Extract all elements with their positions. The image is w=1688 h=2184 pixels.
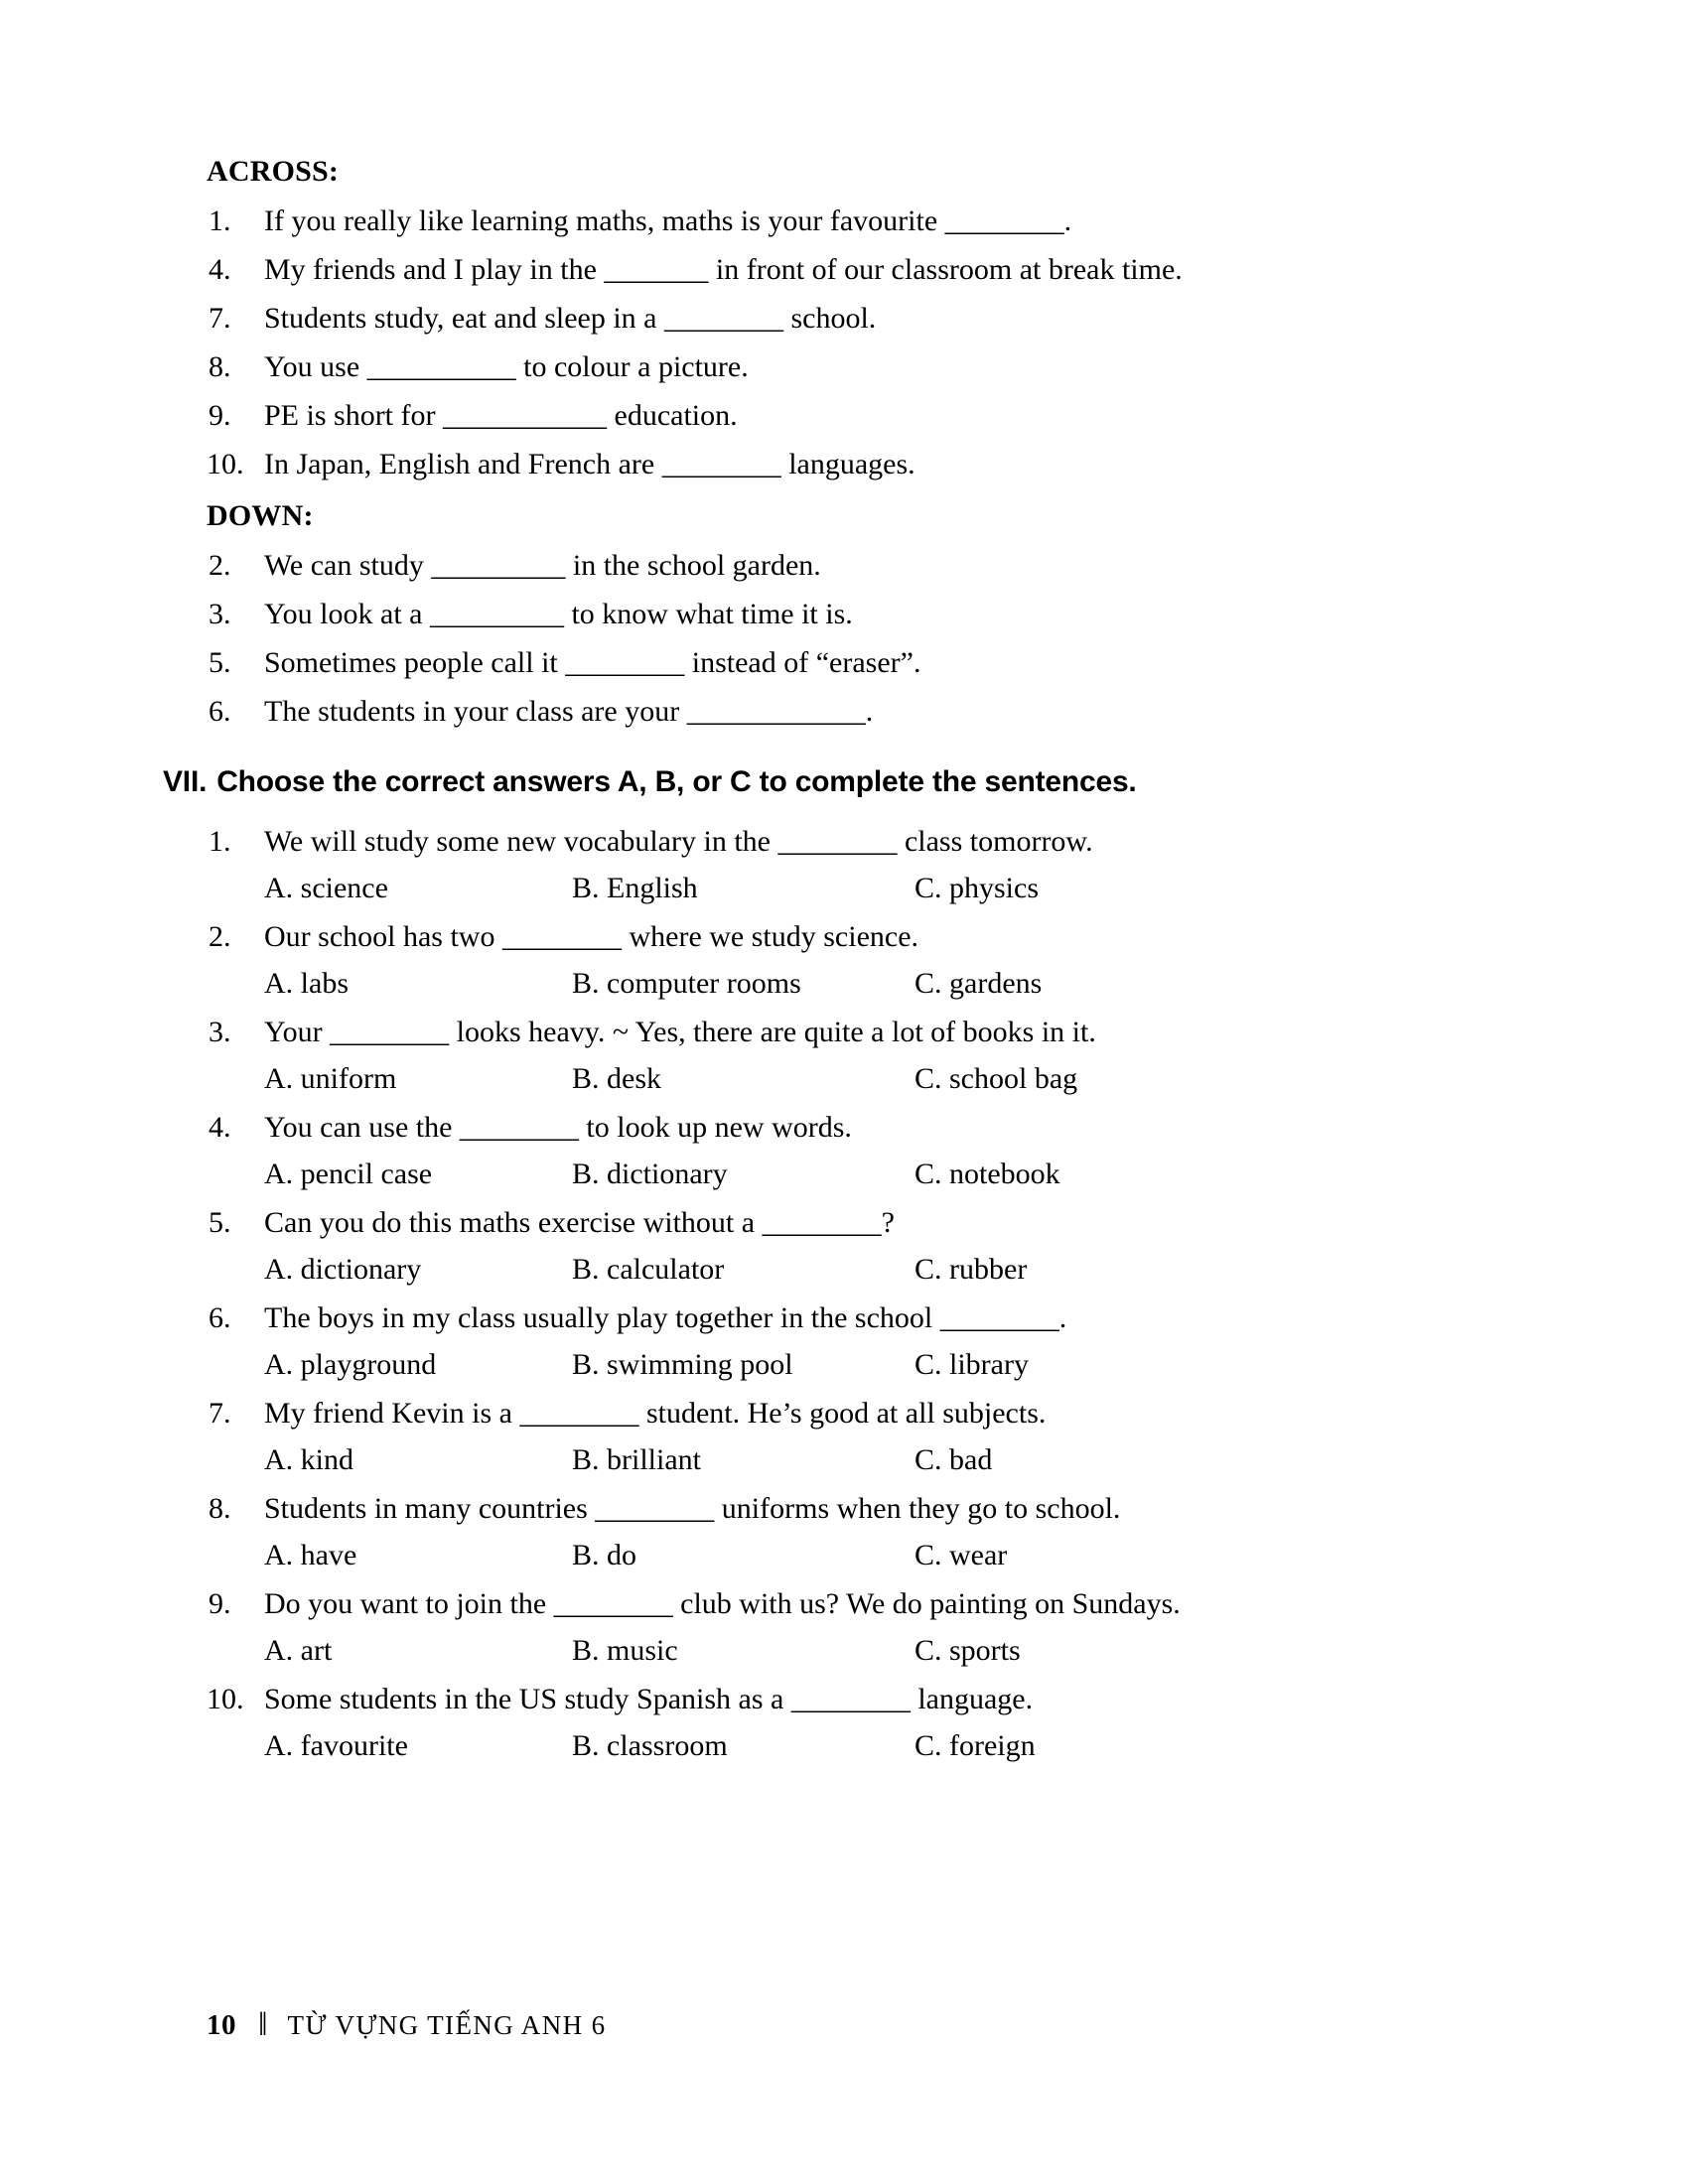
mcq-options [207, 1246, 1497, 1293]
mcq-number: 6. [209, 1301, 231, 1334]
clue-number: 9. [209, 399, 231, 432]
mcq-option-c[interactable]: C. physics [914, 872, 1040, 904]
mcq-option-b[interactable]: B. computer rooms [572, 967, 801, 1000]
mcq-stem [207, 1676, 1497, 1722]
mcq-option-c[interactable]: C. library [914, 1348, 1029, 1381]
mcq-stem-text: We will study some new vocabulary in the ________ class tomorrow. [264, 825, 1093, 858]
clue-row [207, 592, 1497, 637]
clue-number: 7. [209, 302, 231, 335]
mcq-option-a[interactable]: A. labs [264, 967, 349, 1000]
clue-number: 5. [209, 646, 231, 679]
section-title: Choose the correct answers A, B, or C to complete the sentences. [216, 765, 1137, 798]
mcq-option-a[interactable]: A. have [264, 1539, 357, 1571]
mcq-options [207, 1436, 1497, 1483]
mcq-option-b[interactable]: B. English [572, 872, 698, 904]
clue-row [207, 199, 1497, 244]
mcq-stem-text: Can you do this maths exercise without a ________? [264, 1206, 895, 1239]
mcq-stem-text: The boys in my class usually play together in the school ________. [264, 1301, 1067, 1334]
clue-text: In Japan, English and French are ________ languages. [264, 448, 915, 480]
mcq-options [207, 960, 1497, 1007]
mcq-stem [207, 913, 1497, 960]
clue-text: If you really like learning maths, maths is your favourite ________. [264, 205, 1072, 237]
mcq-stem [207, 1390, 1497, 1436]
mcq-option-a[interactable]: A. pencil case [264, 1158, 433, 1190]
clue-row [207, 689, 1497, 735]
mcq-option-a[interactable]: A. favourite [264, 1729, 408, 1762]
mcq-option-c[interactable]: C. bad [914, 1443, 993, 1476]
clue-text: PE is short for ___________ education. [264, 399, 738, 432]
mcq-options [207, 1151, 1497, 1197]
clue-row [207, 442, 1497, 487]
clue-number: 10. [207, 448, 244, 480]
mcq-item [207, 1676, 1497, 1769]
mcq-options [207, 1532, 1497, 1578]
clue-number: 8. [209, 350, 231, 383]
clue-row [207, 640, 1497, 686]
mcq-options [207, 1627, 1497, 1674]
mcq-option-a[interactable]: A. kind [264, 1443, 353, 1476]
mcq-stem [207, 1485, 1497, 1532]
clue-number: 6. [209, 695, 231, 728]
mcq-option-b[interactable]: B. brilliant [572, 1443, 701, 1476]
mcq-stem [207, 818, 1497, 865]
mcq-options [207, 1055, 1497, 1102]
across-heading: ACROSS: [207, 155, 340, 188]
mcq-item [207, 1485, 1497, 1578]
mcq-number: 8. [209, 1492, 231, 1525]
mcq-stem-text: Some students in the US study Spanish as a ________ language. [264, 1683, 1034, 1715]
mcq-option-b[interactable]: B. music [572, 1634, 678, 1667]
mcq-number: 9. [209, 1587, 231, 1620]
clue-row [207, 543, 1497, 589]
mcq-item [207, 1104, 1497, 1197]
mcq-number: 10. [207, 1683, 244, 1715]
clue-text: Sometimes people call it ________ instead of “eraser”. [264, 646, 921, 679]
mcq-item [207, 1295, 1497, 1388]
clue-text: You use __________ to colour a picture. [264, 350, 749, 383]
mcq-option-b[interactable]: B. swimming pool [572, 1348, 793, 1381]
mcq-option-a[interactable]: A. science [264, 872, 388, 904]
clue-number: 4. [209, 253, 231, 286]
footer-page-number: 10 [207, 2009, 236, 2041]
mcq-option-c[interactable]: C. wear [914, 1539, 1008, 1571]
mcq-stem-text: You can use the ________ to look up new words. [264, 1111, 852, 1144]
double-bar-icon: ‖ [258, 2006, 268, 2043]
mcq-stem-text: Students in many countries ________ uniforms when they go to school. [264, 1492, 1121, 1525]
page-footer [207, 2007, 607, 2042]
mcq-option-c[interactable]: C. notebook [914, 1158, 1060, 1190]
clue-number: 1. [209, 205, 231, 237]
page-content [163, 149, 1497, 1771]
mcq-number: 2. [209, 920, 231, 953]
mcq-option-a[interactable]: A. dictionary [264, 1253, 422, 1286]
clue-number: 3. [209, 598, 231, 630]
clue-row [207, 247, 1497, 293]
mcq-option-c[interactable]: C. sports [914, 1634, 1021, 1667]
mcq-stem [207, 1104, 1497, 1151]
mcq-option-b[interactable]: B. dictionary [572, 1158, 728, 1190]
mcq-options [207, 1722, 1497, 1769]
clue-number: 2. [209, 549, 231, 582]
clue-row [207, 296, 1497, 341]
mcq-item [207, 818, 1497, 911]
mcq-option-a[interactable]: A. uniform [264, 1062, 397, 1095]
mcq-option-a[interactable]: A. playground [264, 1348, 437, 1381]
mcq-stem-text: Do you want to join the ________ club with us? We do painting on Sundays. [264, 1587, 1181, 1620]
clue-text: We can study _________ in the school garden. [264, 549, 821, 582]
clue-row [207, 393, 1497, 439]
clue-row [207, 344, 1497, 390]
clue-text: My friends and I play in the _______ in front of our classroom at break time. [264, 253, 1183, 286]
mcq-number: 4. [209, 1111, 231, 1144]
mcq-option-a[interactable]: A. art [264, 1634, 333, 1667]
mcq-item [207, 1580, 1497, 1674]
clue-text: The students in your class are your ____________. [264, 695, 874, 728]
mcq-number: 7. [209, 1397, 231, 1430]
mcq-item [207, 1009, 1497, 1102]
mcq-item [207, 1390, 1497, 1483]
mcq-stem-text: Your ________ looks heavy. ~ Yes, there are quite a lot of books in it. [264, 1016, 1096, 1048]
mcq-stem [207, 1199, 1497, 1246]
clue-text: You look at a _________ to know what time it is. [264, 598, 853, 630]
mcq-options [207, 865, 1497, 911]
mcq-number: 1. [209, 825, 231, 858]
mcq-stem [207, 1580, 1497, 1627]
mcq-stem [207, 1295, 1497, 1341]
section-number: VII. [163, 765, 208, 798]
mcq-options [207, 1341, 1497, 1388]
mcq-option-c[interactable]: C. rubber [914, 1253, 1028, 1286]
mcq-option-c[interactable]: C. gardens [914, 967, 1043, 1000]
mcq-option-b[interactable]: B. classroom [572, 1729, 728, 1762]
down-heading: DOWN: [207, 499, 314, 532]
mcq-option-b[interactable]: B. desk [572, 1062, 661, 1095]
mcq-option-c[interactable]: C. school bag [914, 1062, 1078, 1095]
mcq-option-b[interactable]: B. calculator [572, 1253, 725, 1286]
mcq-stem [207, 1009, 1497, 1055]
mcq-item [207, 1199, 1497, 1293]
mcq-item [207, 913, 1497, 1007]
mcq-list [207, 818, 1497, 1769]
section-heading [163, 760, 1497, 804]
mcq-option-b[interactable]: B. do [572, 1539, 637, 1571]
mcq-number: 3. [209, 1016, 231, 1048]
clue-text: Students study, eat and sleep in a ________ school. [264, 302, 877, 335]
mcq-stem-text: My friend Kevin is a ________ student. He’s good at all subjects. [264, 1397, 1047, 1430]
mcq-option-c[interactable]: C. foreign [914, 1729, 1036, 1762]
mcq-stem-text: Our school has two ________ where we study science. [264, 920, 919, 953]
mcq-number: 5. [209, 1206, 231, 1239]
footer-book-title: TỪ VỰNG TIẾNG ANH 6 [287, 2010, 607, 2040]
